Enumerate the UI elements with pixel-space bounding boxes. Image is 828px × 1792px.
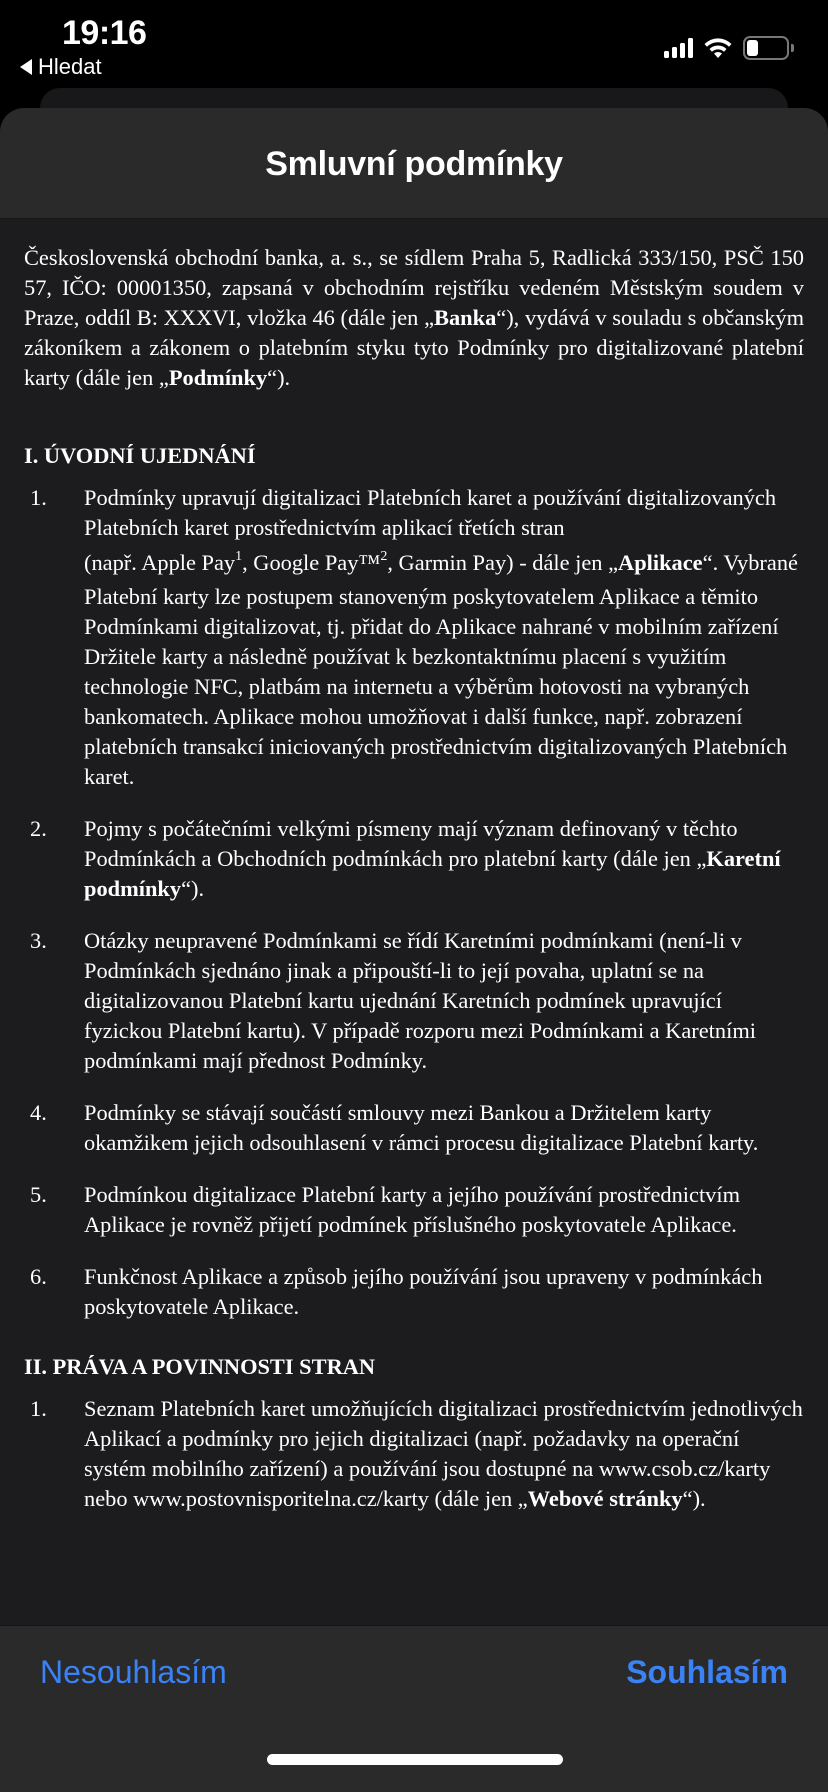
- list-item: [24, 926, 804, 1076]
- section-heading-1: I. ÚVODNÍ UJEDNÁNÍ: [24, 443, 256, 468]
- decline-button[interactable]: Nesouhlasím: [40, 1654, 227, 1690]
- section-1-list: [24, 483, 804, 1322]
- list-item: [24, 814, 804, 904]
- item-text: Pojmy s počátečními velkými písmeny mají význam definovaný v těchto Podmínkách a Obchodních podmínkách pro platební karty (dále jen „Karetní podmínky“).: [84, 816, 781, 901]
- item-number: 1.: [30, 485, 47, 510]
- item-text: Podmínky upravují digitalizaci Platebních karet a používání digitalizovaných Platebních karet prostřednictvím aplikací třetích stran (např. Apple Pay$^1$, Google Pay™$^2$, Garmin Pay) - dále jen „Aplikace“. Vybrané Platební karty lze postupem stanoveným poskytovatelem Aplikace a těmito Podmínkami digitalizovat, tj. přidat do Aplikace nahrané v mobilním zařízení Držitele karty a následně používat k bezkontaktnímu placení s využitím technologie NFC, platbám na internetu a výběrům hotovosti na vybraných bankomatech. Aplikace mohou umožňovat i další funkce, např. zobrazení platebních transakcí iniciovaných prostřednictvím digitalizovaných Platebních karet.: [84, 485, 798, 789]
- list-item: [24, 1098, 804, 1158]
- list-item: [24, 1394, 804, 1514]
- item-number: 5.: [30, 1182, 47, 1207]
- list-item: [24, 483, 804, 792]
- item-text: Seznam Platebních karet umožňujících digitalizaci prostřednictvím jednotlivých Aplikací a podmínky pro jejich digitalizaci (např. požadavky na operační systém mobilního zařízení) a používání jsou dostupné na www.csob.cz/karty nebo www.postovnisporitelna.cz/karty (dále jen „Webové stránky“).: [84, 1396, 803, 1511]
- battery-fill: [747, 40, 758, 56]
- home-indicator[interactable]: [267, 1754, 563, 1765]
- intro-paragraph: Československá obchodní banka, a. s., se sídlem Praha 5, Radlická 333/150, PSČ 150 57, IČO: 00001350, zapsaná v obchodním rejstříku vedeném Městským soudem v Praze, oddíl B: XXXVI, vložka 46 (dále jen „Banka“), vydává v souladu s občanským zákoníkem a zákonem o platebním styku tyto Podmínky pro digitalizované platební karty (dále jen „Podmínky“).: [24, 245, 805, 390]
- accept-button[interactable]: Souhlasím: [626, 1654, 788, 1690]
- section-heading-2: II. PRÁVA A POVINNOSTI STRAN: [24, 1354, 376, 1379]
- list-item: [24, 1262, 804, 1322]
- item-text: Podmínkou digitalizace Platební karty a jejího používání prostřednictvím Aplikace je rovněž přijetí podmínek příslušného poskytovatele Aplikace.: [84, 1182, 741, 1237]
- sheet-header: [0, 108, 828, 219]
- sheet-title: Smluvní podmínky: [265, 144, 563, 183]
- back-triangle-icon: [20, 59, 32, 75]
- item-number: 6.: [30, 1264, 47, 1289]
- status-icons: [664, 36, 794, 60]
- status-time: 19:16: [62, 14, 147, 52]
- item-text: Funkčnost Aplikace a způsob jejího používání jsou upraveny v podmínkách poskytovatele Aplikace.: [84, 1264, 763, 1319]
- item-number: 1.: [30, 1396, 47, 1421]
- section-2-list: [24, 1394, 804, 1514]
- list-item: [24, 1180, 804, 1240]
- signal-icon: [664, 38, 693, 58]
- back-to-search-link[interactable]: [20, 54, 102, 80]
- footer-bar: [0, 1625, 828, 1792]
- item-number: 3.: [30, 928, 47, 953]
- battery-icon: [743, 36, 794, 60]
- wifi-icon: [703, 37, 733, 59]
- item-number: 4.: [30, 1100, 47, 1125]
- terms-content[interactable]: [0, 220, 828, 1625]
- item-number: 2.: [30, 816, 47, 841]
- back-label: Hledat: [38, 54, 102, 79]
- item-text: Otázky neupravené Podmínkami se řídí Karetními podmínkami (není-li v Podmínkách sjednáno jinak a připouští-li to její povaha, uplatní se na digitalizovanou Platební kartu ujednání Karetních podmínek upravující fyzickou Platební kartu). V případě rozporu mezi Podmínkami a Karetními podmínkami mají přednost Podmínky.: [84, 928, 756, 1073]
- item-text: Podmínky se stávají součástí smlouvy mezi Bankou a Držitelem karty okamžikem jejich odsouhlasení v rámci procesu digitalizace Platební karty.: [84, 1100, 759, 1155]
